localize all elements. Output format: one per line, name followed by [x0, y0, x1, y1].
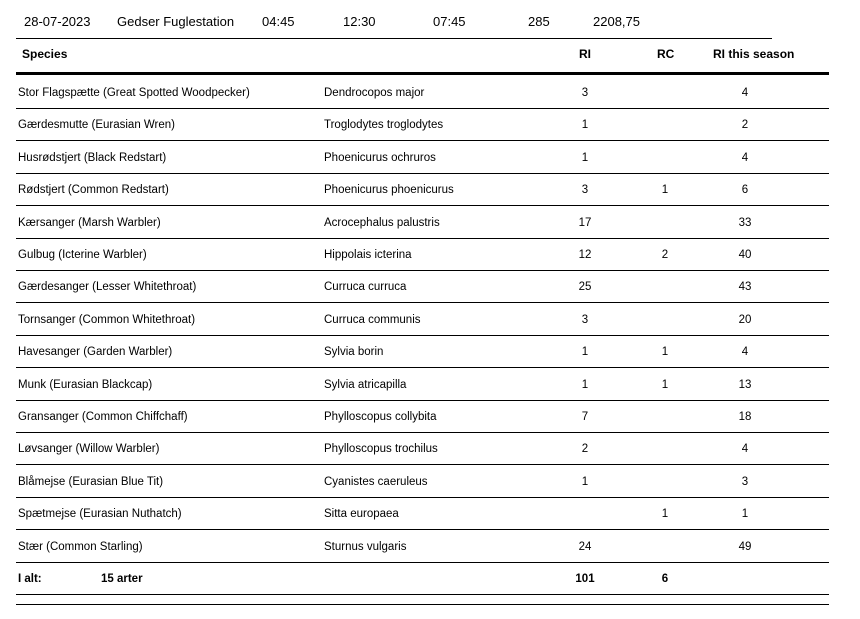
- table-row: [16, 109, 829, 141]
- ri-season-value: 4: [741, 87, 749, 99]
- header-divider: [16, 38, 772, 39]
- species-name: Munk (Eurasian Blackcap): [18, 378, 153, 391]
- latin-name: Sylvia borin: [324, 346, 384, 359]
- duration: 07:45: [433, 14, 466, 29]
- latin-name: Sylvia atricapilla: [324, 378, 407, 391]
- ri-value: 1: [581, 346, 589, 359]
- total-row: [16, 563, 829, 595]
- table-row: [16, 433, 829, 465]
- ri-value: 7: [581, 411, 589, 423]
- species-name: Kærsanger (Marsh Warbler): [18, 216, 161, 229]
- table-row: [16, 77, 829, 109]
- table-row: [16, 336, 829, 368]
- table-row: [16, 466, 829, 498]
- col-rc: RC: [657, 47, 675, 61]
- ri-value: 25: [578, 281, 592, 294]
- ri-value: 3: [581, 313, 589, 326]
- ri-value: 1: [581, 378, 589, 391]
- end-divider: [16, 604, 829, 605]
- latin-name: Cyanistes caeruleus: [324, 475, 428, 488]
- col-ri-season: RI this season: [713, 47, 795, 61]
- rc-value: 1: [661, 184, 669, 197]
- col-ri: RI: [579, 47, 591, 61]
- ri-value: 1: [581, 475, 589, 488]
- latin-name: Phylloscopus trochilus: [324, 443, 438, 456]
- row-divider: [16, 594, 829, 595]
- species-name: Gulbug (Icterine Warbler): [18, 249, 147, 261]
- rc-value: 1: [661, 346, 669, 359]
- table-row: [16, 304, 829, 336]
- species-name: Gransanger (Common Chiffchaff): [18, 411, 188, 423]
- species-name: Stor Flagspætte (Great Spotted Woodpecker): [18, 87, 250, 99]
- species-name: Gærdesmutte (Eurasian Wren): [18, 119, 176, 132]
- table-row: [16, 174, 829, 206]
- total-rc: 6: [661, 573, 669, 585]
- ri-season-value: 13: [738, 378, 752, 391]
- species-name: Rødstjert (Common Redstart): [18, 184, 169, 197]
- latin-name: Phoenicurus ochruros: [324, 151, 436, 164]
- report-date: 28-07-2023: [24, 14, 91, 29]
- ri-season-value: 18: [738, 411, 752, 423]
- ri-season-value: 33: [738, 216, 752, 229]
- start-time: 04:45: [262, 14, 295, 29]
- ri-season-value: 40: [738, 249, 752, 261]
- total-label: I alt:: [18, 573, 42, 585]
- table-row: [16, 271, 829, 303]
- table-row: [16, 498, 829, 530]
- total-ri: 101: [575, 573, 595, 585]
- count-value: 285: [528, 14, 550, 29]
- ri-season-value: 20: [738, 313, 752, 326]
- ri-season-value: 49: [738, 540, 752, 553]
- latin-name: Phylloscopus collybita: [324, 411, 437, 423]
- ri-value: 2: [581, 443, 589, 456]
- species-name: Løvsanger (Willow Warbler): [18, 443, 160, 456]
- latin-name: Dendrocopos major: [324, 87, 425, 99]
- species-name: Spætmejse (Eurasian Nuthatch): [18, 508, 182, 521]
- species-name: Husrødstjert (Black Redstart): [18, 151, 167, 164]
- ri-season-value: 3: [741, 475, 749, 488]
- ri-season-value: 4: [741, 346, 749, 359]
- species-name: Stær (Common Starling): [18, 540, 143, 553]
- latin-name: Acrocephalus palustris: [324, 216, 440, 229]
- table-row: [16, 142, 829, 174]
- table-row: [16, 531, 829, 563]
- latin-name: Curruca communis: [324, 313, 421, 326]
- ri-season-value: 2: [741, 119, 749, 132]
- species-name: Havesanger (Garden Warbler): [18, 346, 173, 359]
- total-species-count: 15 arter: [101, 573, 143, 585]
- rc-value: 1: [661, 378, 669, 391]
- latin-name: Sitta europaea: [324, 508, 399, 521]
- species-name: Gærdesanger (Lesser Whitethroat): [18, 281, 197, 294]
- latin-name: Sturnus vulgaris: [324, 540, 407, 553]
- rc-value: 2: [661, 249, 669, 261]
- end-time: 12:30: [343, 14, 376, 29]
- table-row: [16, 401, 829, 433]
- table-row: [16, 239, 829, 271]
- latin-name: Phoenicurus phoenicurus: [324, 184, 454, 197]
- table-row: [16, 207, 829, 239]
- rc-value: 1: [661, 508, 669, 521]
- ri-season-value: 4: [741, 151, 749, 164]
- ri-season-value: 6: [741, 184, 749, 197]
- column-header-divider: [16, 72, 829, 75]
- station-name: Gedser Fuglestation: [117, 14, 235, 29]
- ri-season-value: 1: [741, 508, 749, 521]
- ri-value: 3: [581, 87, 589, 99]
- species-name: Blåmejse (Eurasian Blue Tit): [18, 475, 164, 488]
- latin-name: Troglodytes troglodytes: [324, 119, 444, 132]
- ri-value: 12: [578, 249, 592, 261]
- col-species: Species: [22, 47, 68, 61]
- ri-season-value: 43: [738, 281, 752, 294]
- species-name: Tornsanger (Common Whitethroat): [18, 313, 196, 326]
- ri-season-value: 4: [741, 443, 749, 456]
- table-row: [16, 369, 829, 401]
- ri-value: 17: [578, 216, 592, 229]
- ri-value: 1: [581, 151, 589, 164]
- total-value: 2208,75: [593, 14, 640, 29]
- latin-name: Curruca curruca: [324, 281, 407, 294]
- ri-value: 24: [578, 540, 592, 553]
- latin-name: Hippolais icterina: [324, 249, 412, 261]
- ri-value: 3: [581, 184, 589, 197]
- ri-value: 1: [581, 119, 589, 132]
